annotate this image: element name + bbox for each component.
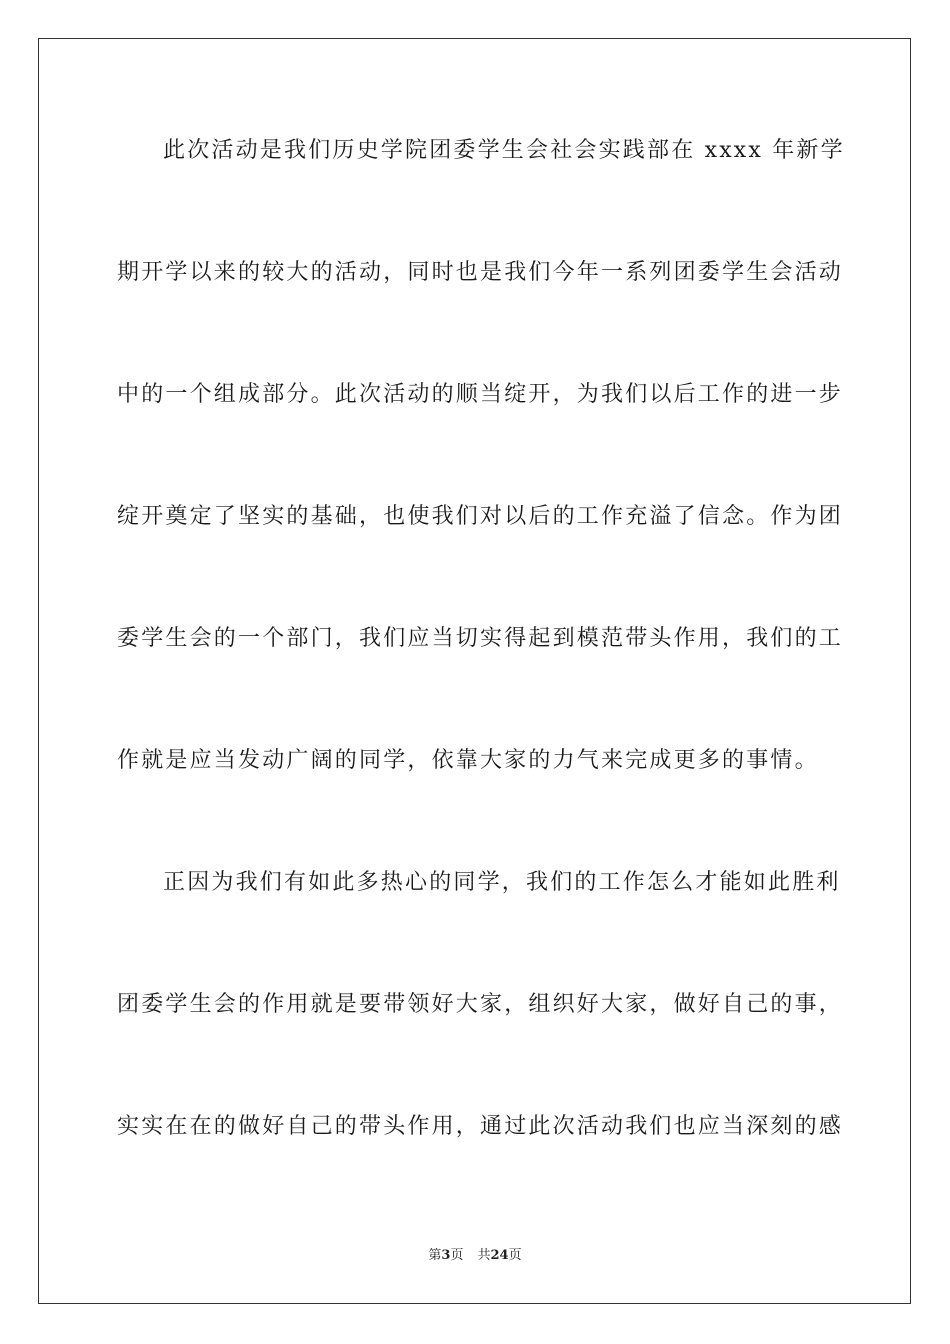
paragraph-2-line-1: 正因为我们有如此多热心的同学，我们的工作怎么才能如此胜利 (163, 870, 841, 895)
total-suffix: 页 (508, 1248, 522, 1263)
paragraph-1-line-3: 中的一个组成部分。此次活动的顺当绽开，为我们以后工作的进一步 (117, 382, 844, 407)
total-prefix: 共 (477, 1248, 491, 1263)
paragraph-1-line-4: 绽开奠定了坚实的基础，也使我们对以后的工作充溢了信念。作为团 (117, 504, 844, 529)
paragraph-1-line-6: 作就是应当发动广阔的同学，依靠大家的力气来完成更多的事情。 (117, 748, 819, 773)
paragraph-2-line-3: 实实在在的做好自己的带头作用，通过此次活动我们也应当深刻的感 (117, 1114, 844, 1139)
paragraph-1-line-2: 期开学以来的较大的活动，同时也是我们今年一系列团委学生会活动 (117, 260, 844, 285)
total-pages: 24 (490, 1248, 509, 1263)
page-prefix: 第 (428, 1248, 442, 1263)
paragraph-1-line-1: 此次活动是我们历史学院团委学生会社会实践部在 xxxx 年新学 (163, 138, 845, 163)
paragraph-2-line-2: 团委学生会的作用就是要带领好大家，组织好大家，做好自己的事， (117, 992, 844, 1017)
page-number: 3 (441, 1248, 451, 1263)
page-suffix: 页 (450, 1248, 464, 1263)
page-footer (0, 1247, 950, 1265)
paragraph-1-line-5: 委学生会的一个部门，我们应当切实得起到模范带头作用，我们的工 (117, 626, 844, 651)
